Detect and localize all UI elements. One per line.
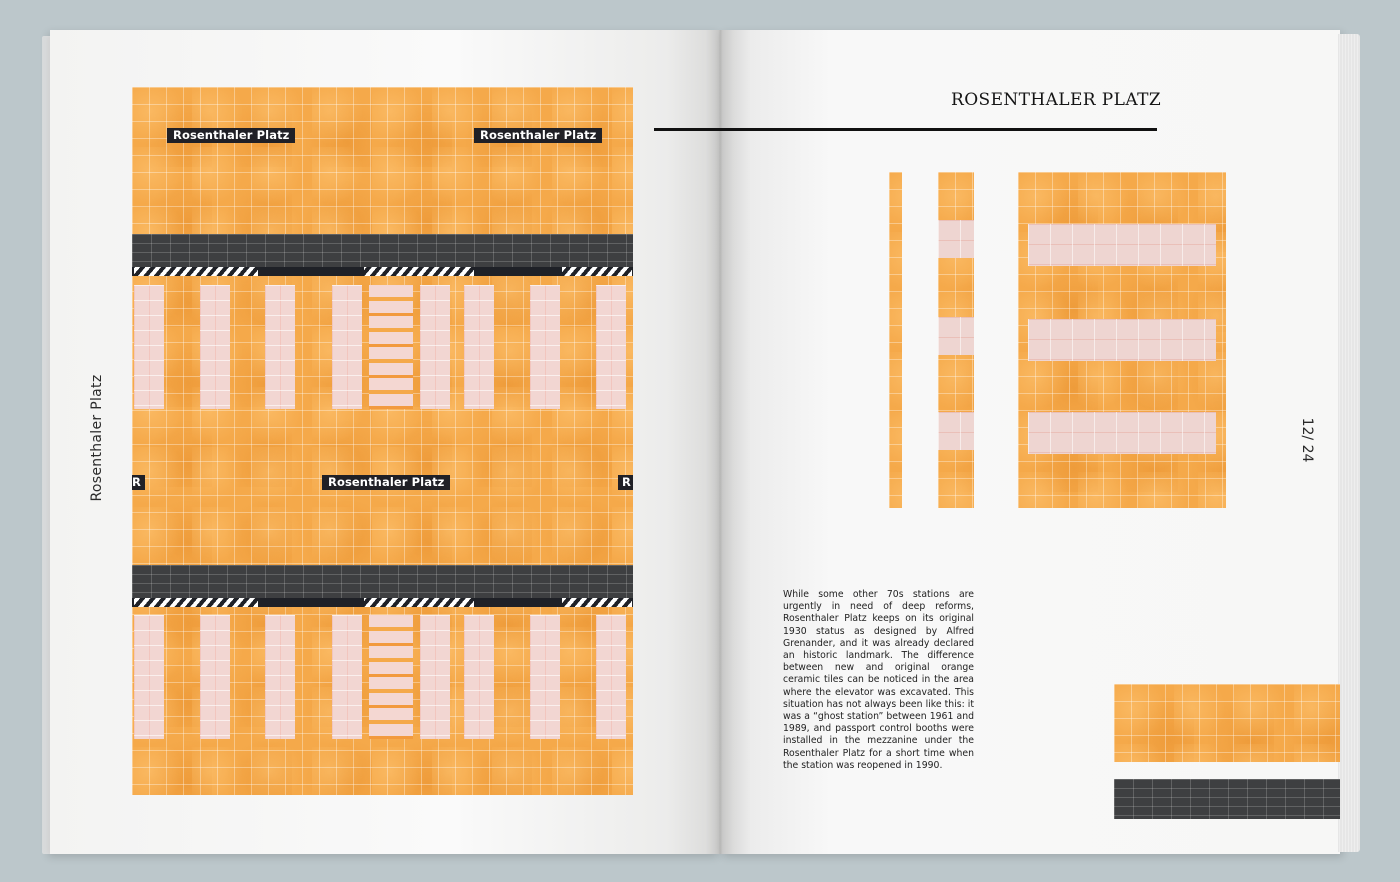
station-sign-fragment: R [132,475,145,490]
dark-tile-band [132,234,633,267]
hazard-stripe [134,598,258,607]
body-paragraph: While some other 70s stations are urgently in need of deep reforms, Rosenthaler Platz keeps on its original 1930 status as designed by Alfred Grenander, and it was already declared an historic landmark. The difference between new and original orange ceramic tiles can be noticed in the area where the elevator was excavated. This situation has not always been like this: it was a “ghost station” between 1961 and 1989, and passport control booths were installed in the mezzanine under the Rosenthaler Platz for a short time when the station was reopened in 1990. [783,589,974,771]
header-rule [654,128,1157,131]
pink-tile-column [200,285,230,409]
hazard-stripe [364,598,474,607]
pink-tile-column [596,285,626,409]
right-page-edges [1338,34,1360,852]
vertical-page-title: Rosenthaler Platz [89,374,105,502]
pink-tile-band [1028,412,1216,454]
hazard-stripe [562,598,632,607]
pink-tile-column [134,285,164,409]
hazard-stripe [134,267,258,276]
pink-tile-band [1028,319,1216,361]
pink-tile-band [938,412,974,450]
wide-tile-swatch [1018,172,1226,508]
pink-tile-column [420,615,450,739]
pink-tile-column [332,615,362,739]
hazard-stripe-row [132,267,633,276]
hazard-stripe [364,267,474,276]
dark-tile-strip [1114,779,1340,819]
station-sign: Rosenthaler Platz [322,475,450,490]
medium-tile-swatch [938,172,974,508]
pink-tile-column [530,285,560,409]
station-sign: Rosenthaler Platz [167,128,295,143]
pink-tile-band [938,317,974,355]
pink-tile-column [596,615,626,739]
pink-tile-column [134,615,164,739]
narrow-tile-swatch [889,172,902,508]
hazard-stripe-row [132,598,633,607]
pink-tile-column [464,615,494,739]
mixed-tile-column [369,615,413,739]
pink-tile-column [200,615,230,739]
page-number: 12/ 24 [1299,417,1315,463]
pink-tile-column [530,615,560,739]
dark-tile-band [132,565,633,598]
hazard-stripe [562,267,632,276]
pink-tile-column [420,285,450,409]
pink-tile-column [265,615,295,739]
book-gutter [706,30,734,854]
station-sign: Rosenthaler Platz [474,128,602,143]
pink-tile-band [938,220,974,258]
pink-tile-column [464,285,494,409]
pink-tile-band [1028,224,1216,266]
pink-tile-column [265,285,295,409]
station-sign-fragment: R [618,475,633,490]
mixed-tile-column [369,285,413,409]
orange-tile-strip [1114,684,1340,762]
pink-tile-column [332,285,362,409]
page-header-title: ROSENTHALER PLATZ [951,90,1162,110]
tile-pattern-plate [132,87,633,795]
